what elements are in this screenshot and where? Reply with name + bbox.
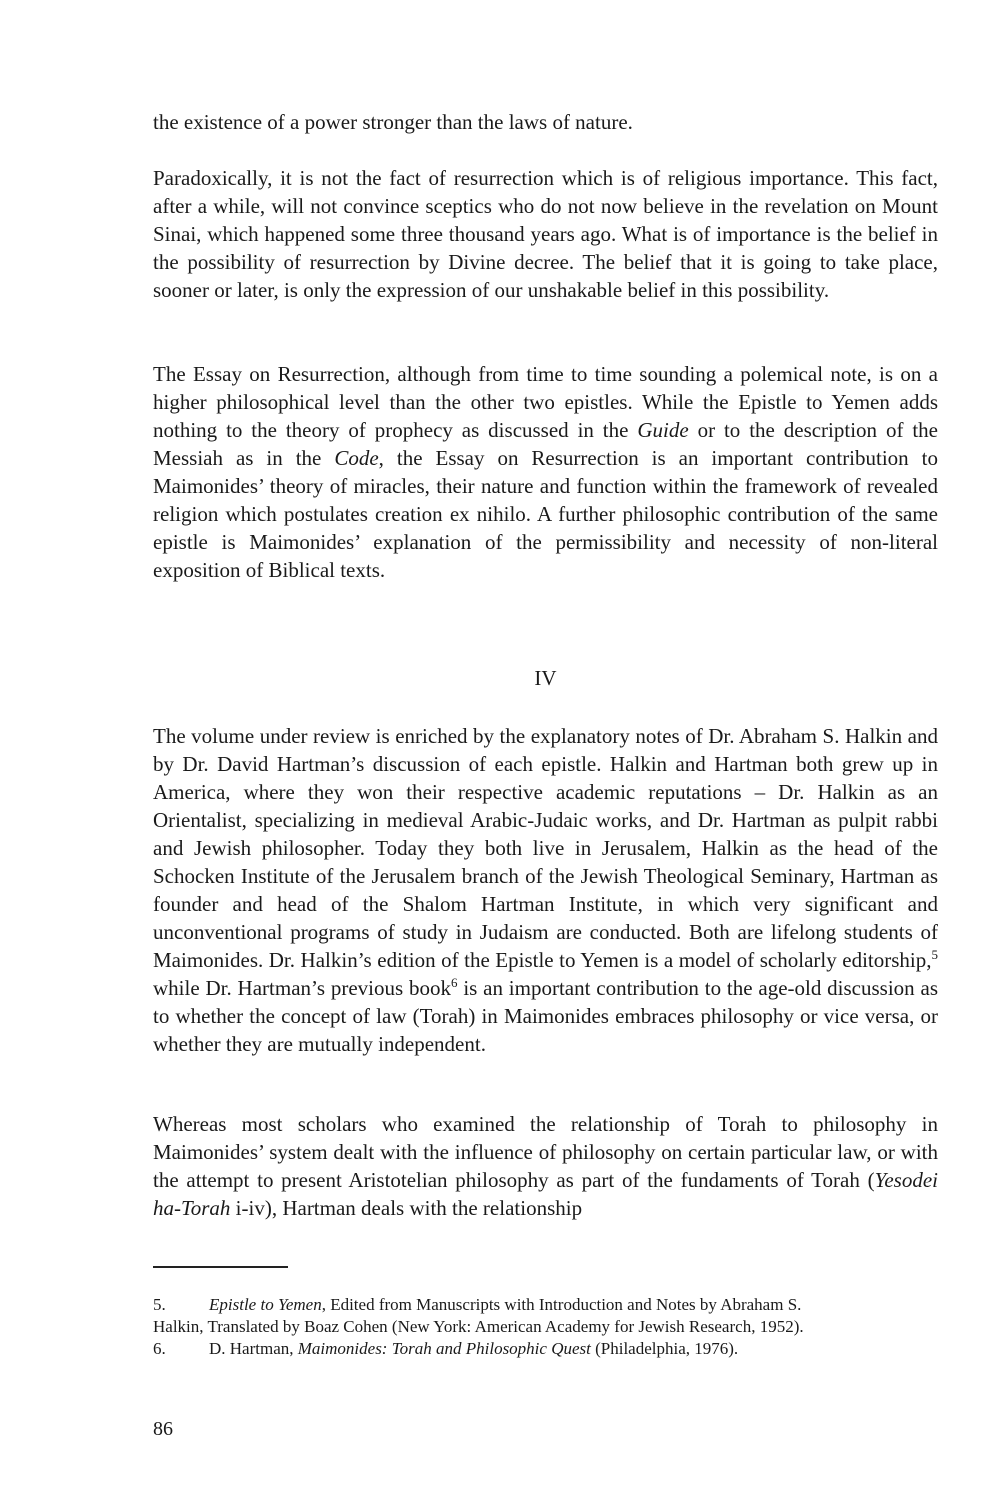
paragraph-5-text-b: i-iv), Hartman deals with the relationship bbox=[230, 1196, 583, 1220]
paragraph-2 bbox=[153, 164, 938, 304]
paragraph-3-text-b: or to the description of the Messiah as in the bbox=[153, 418, 938, 470]
footnote-5-title: Epistle to Yemen bbox=[209, 1295, 322, 1314]
footnote-ref-6: 6 bbox=[451, 975, 458, 990]
footnote-6-title: Maimonides: Torah and Philosophic Quest bbox=[297, 1339, 591, 1358]
paragraph-1-text: the existence of a power stronger than the laws of nature. bbox=[153, 110, 633, 134]
footnote-5-continuation bbox=[153, 1316, 945, 1338]
yesodei-title: Yesodei ha-Torah bbox=[153, 1168, 938, 1220]
footnote-5-text-2: Halkin, Translated by Boaz Cohen (New York: American Academy for Jewish Research, 1952). bbox=[153, 1317, 804, 1336]
footnote-divider bbox=[153, 1266, 288, 1268]
paragraph-3-text-a: The Essay on Resurrection, although from time to time sounding a polemical note, is on a higher philosophical level than the other two epistles. While the Epistle to Yemen adds nothing to the theory of prophecy as discussed in the bbox=[153, 362, 938, 442]
paragraph-3 bbox=[153, 360, 938, 584]
paragraph-5-text-a: Whereas most scholars who examined the relationship of Torah to philosophy in Maimonides’ system dealt with the influence of philosophy on certain particular law, or with the attempt to present Aristotelian philosophy as part of the fundaments of Torah ( bbox=[153, 1112, 938, 1192]
paragraph-2-text: Paradoxically, it is not the fact of resurrection which is of religious importance. This fact, after a while, will not convince sceptics who do not now believe in the revelation on Mount Sinai, which happened some three thousand years ago. What is of importance is the belief in the possibility of resurrection by Divine decree. The belief that it is going to take place, sooner or later, is only the expression of our unshakable belief in this possibility. bbox=[153, 166, 938, 302]
code-title: Code bbox=[334, 446, 379, 470]
footnote-6-number: 6. bbox=[153, 1339, 166, 1358]
footnote-5 bbox=[153, 1294, 945, 1316]
footnote-6-author: D. Hartman, bbox=[209, 1339, 298, 1358]
section-heading: IV bbox=[534, 666, 557, 690]
footnote-ref-5: 5 bbox=[931, 947, 938, 962]
footnotes bbox=[153, 1294, 945, 1360]
footnote-5-number: 5. bbox=[153, 1295, 166, 1314]
guide-title: Guide bbox=[637, 418, 689, 442]
footnote-6-text: (Philadelphia, 1976). bbox=[590, 1339, 739, 1358]
paragraph-5 bbox=[153, 1110, 938, 1222]
paragraph-4-text-b: while Dr. Hartman’s previous book bbox=[153, 976, 451, 1000]
paragraph-1 bbox=[153, 108, 938, 136]
paragraph-3-text-c: , the Essay on Resurrection is an important contribution to Maimonides’ theory of miracles, their nature and function within the framework of revealed religion which postulates creation ex nihilo. A further philosophic contribution of the same epistle is Maimonides’ explanation of the permissibility and necessity of non-literal exposition of Biblical texts. bbox=[153, 446, 938, 582]
footnote-6 bbox=[153, 1338, 945, 1360]
paragraph-4-text-c: is an important contribution to the age-old discussion as to whether the concept of law (Torah) in Maimonides embraces philosophy or vice versa, or whether they are mutually independent. bbox=[153, 976, 939, 1056]
paragraph-4 bbox=[153, 722, 938, 1058]
footnote-5-text-1: , Edited from Manuscripts with Introduction and Notes by Abraham S. bbox=[321, 1295, 802, 1314]
paragraph-4-text-a: The volume under review is enriched by the explanatory notes of Dr. Abraham S. Halkin and by Dr. David Hartman’s discussion of each epistle. Halkin and Hartman both grew up in America, where they won their respective academic reputations – Dr. Halkin as an Orientalist, specializing in medieval Arabic-Judaic works, and Dr. Hartman as pulpit rabbi and Jewish philosopher. Today they both live in Jerusalem, Halkin as the head of the Schocken Institute of the Jerusalem branch of the Jewish Theological Seminary, Hartman as founder and head of the Shalom Hartman Institute, in which very significant and unconventional programs of study in Judaism are conducted. Both are lifelong students of Maimonides. Dr. Halkin’s edition of the Epistle to Yemen is a model of scholarly editorship, bbox=[153, 724, 938, 972]
page-number: 86 bbox=[153, 1418, 173, 1440]
